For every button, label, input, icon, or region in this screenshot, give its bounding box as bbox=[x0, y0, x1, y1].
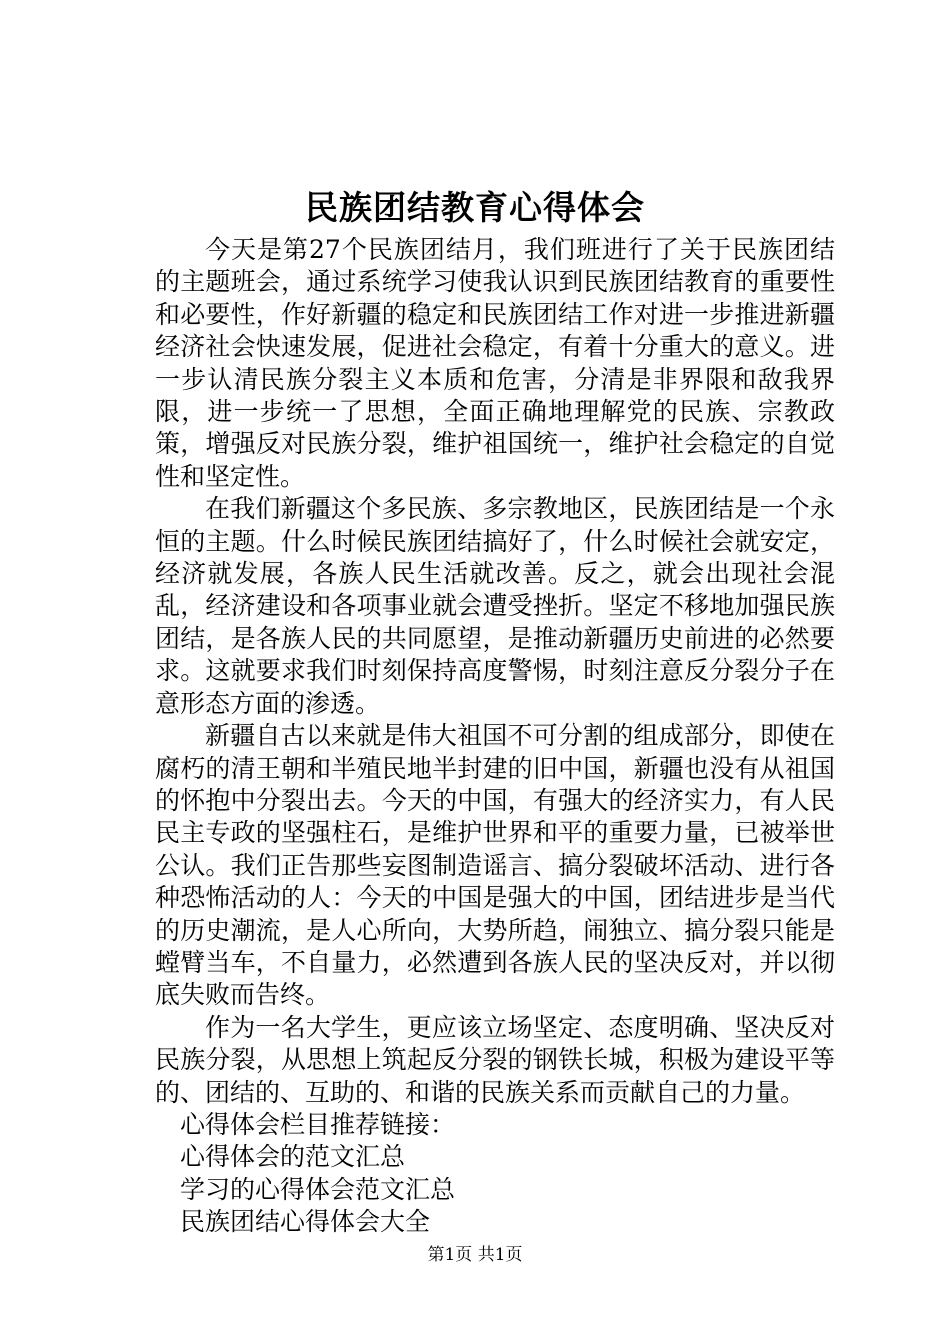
document-title: 民族团结教育心得体会 bbox=[305, 188, 645, 227]
link-study-essay-collection[interactable]: 学习的心得体会范文汇总 bbox=[180, 1174, 456, 1204]
paragraph-1: 今天是第27个民族团结月，我们班进行了关于民族团结的主题班会，通过系统学习使我认识到民族团结教育的重要性和必要性，作好新疆的稳定和民族团结工作对进一步推进新疆经济社会快速发展，促进社会稳定，有着十分重大的意义。进一步认清民族分裂主义本质和危害，分清是非界限和敌我界限，进一步统一了思想，全面正确地理解党的民族、宗教政策，增强反对民族分裂，维护祖国统一，维护社会稳定的自觉性和坚定性。 bbox=[155, 235, 835, 491]
paragraph-4: 作为一名大学生，更应该立场坚定、态度明确、坚决反对民族分裂，从思想上筑起反分裂的钢铁长城，积极为建设平等的、团结的、互助的、和谐的民族关系而贡献自己的力量。 bbox=[155, 1012, 835, 1107]
recommended-links-label: 心得体会栏目推荐链接： bbox=[180, 1109, 456, 1139]
link-essay-collection[interactable]: 心得体会的范文汇总 bbox=[180, 1142, 406, 1172]
paragraph-3: 新疆自古以来就是伟大祖国不可分割的组成部分，即使在腐朽的清王朝和半殖民地半封建的旧中国，新疆也没有从祖国的怀抱中分裂出去。今天的中国，有强大的经济实力，有人民民主专政的坚强柱石，是维护世界和平的重要力量，已被举世公认。我们正告那些妄图制造谣言、搞分裂破坏活动、进行各种恐怖活动的人：今天的中国是强大的中国，团结进步是当代的历史潮流，是人心所向，大势所趋，闹独立、搞分裂只能是螳臂当车，不自量力，必然遭到各族人民的坚决反对，并以彻底失败而告终。 bbox=[155, 721, 835, 1010]
link-ethnic-unity-essays[interactable]: 民族团结心得体会大全 bbox=[180, 1207, 431, 1237]
paragraph-2: 在我们新疆这个多民族、多宗教地区，民族团结是一个永恒的主题。什么时候民族团结搞好了，什么时候社会就安定，经济就发展，各族人民生活就改善。反之，就会出现社会混乱，经济建设和各项事业就会遭受挫折。坚定不移地加强民族团结，是各族人民的共同愿望，是推动新疆历史前进的必然要求。这就要求我们时刻保持高度警惕，时刻注意反分裂分子在意形态方面的渗透。 bbox=[155, 494, 835, 718]
document-body bbox=[155, 234, 835, 1239]
page-number-footer: 第1页 共1页 bbox=[427, 1245, 523, 1265]
